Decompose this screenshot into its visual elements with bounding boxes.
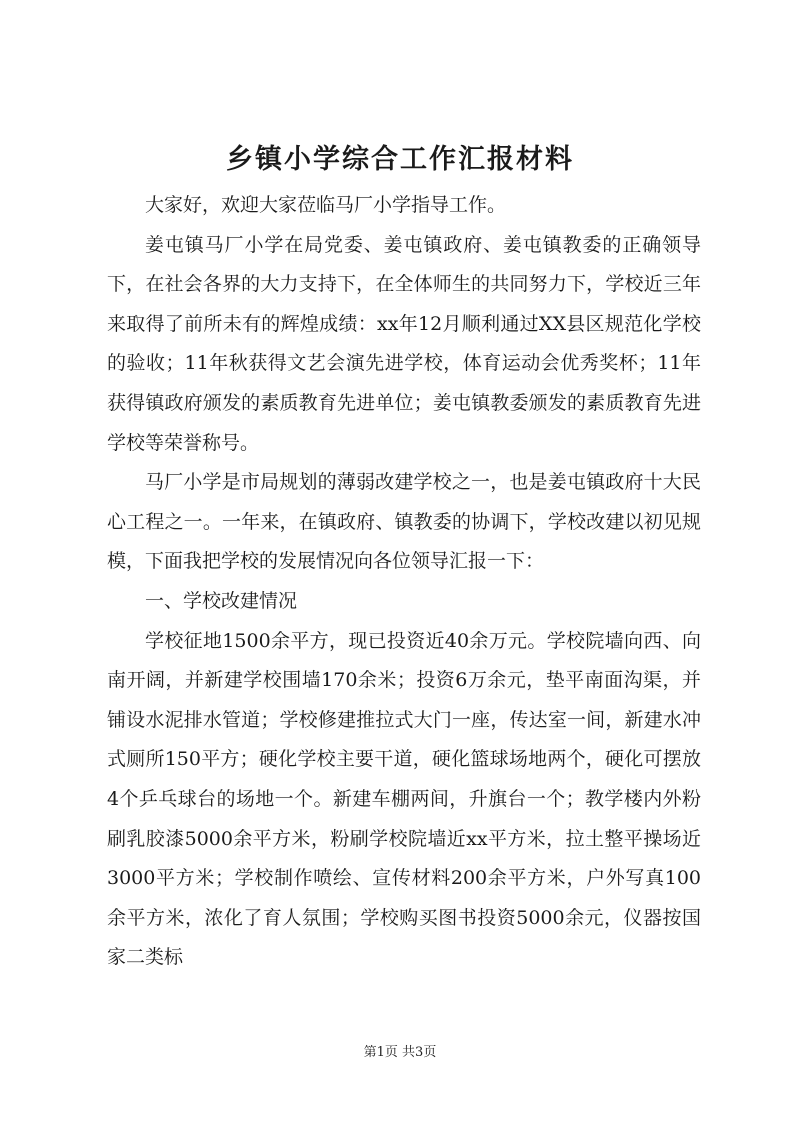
document-body xyxy=(107,186,701,978)
paragraph-construction: 学校征地1500余平方，现已投资近40余万元。学校院墙向西、向南开阔，并新建学校围墙170余米；投资6万余元，垫平南面沟渠，并铺设水泥排水管道；学校修建推拉式大门一座，传达室一间，新建水冲式厕所150平方；硬化学校主要干道，硬化篮球场地两个，硬化可摆放4个乒乓球台的场地一个。新建车棚两间，升旗台一个；教学楼内外粉刷乳胶漆5000余平方米，粉刷学校院墙近xx平方米，拉土整平操场近3000平方米；学校制作喷绘、宣传材料200余平方米，户外写真100余平方米，浓化了育人氛围；学校购买图书投资5000余元，仪器按国家二类标 xyxy=(107,629,701,969)
document-title: 乡镇小学综合工作汇报材料 xyxy=(226,144,574,175)
paragraph-achievements: 姜屯镇马厂小学在局党委、姜屯镇政府、姜屯镇教委的正确领导下，在社会各界的大力支持下，在全体师生的共同努力下，学校近三年来取得了前所未有的辉煌成绩：xx年12月顺利通过XX县区规范化学校的验收；11年秋获得文艺会演先进学校，体育运动会优秀奖杯；11年获得镇政府颁发的素质教育先进单位；姜屯镇教委颁发的素质教育先进学校等荣誉称号。 xyxy=(107,233,701,454)
section-heading: 一、学校改建情况 xyxy=(145,589,298,612)
page-number-footer: 第1页 共3页 xyxy=(363,1045,437,1060)
paragraph-overview: 马厂小学是市局规划的薄弱改建学校之一，也是姜屯镇政府十大民心工程之一。一年来，在镇政府、镇教委的协调下，学校改建以初见规模，下面我把学校的发展情况向各位领导汇报一下： xyxy=(107,471,701,573)
paragraph-greeting: 大家好，欢迎大家莅临马厂小学指导工作。 xyxy=(145,194,507,216)
